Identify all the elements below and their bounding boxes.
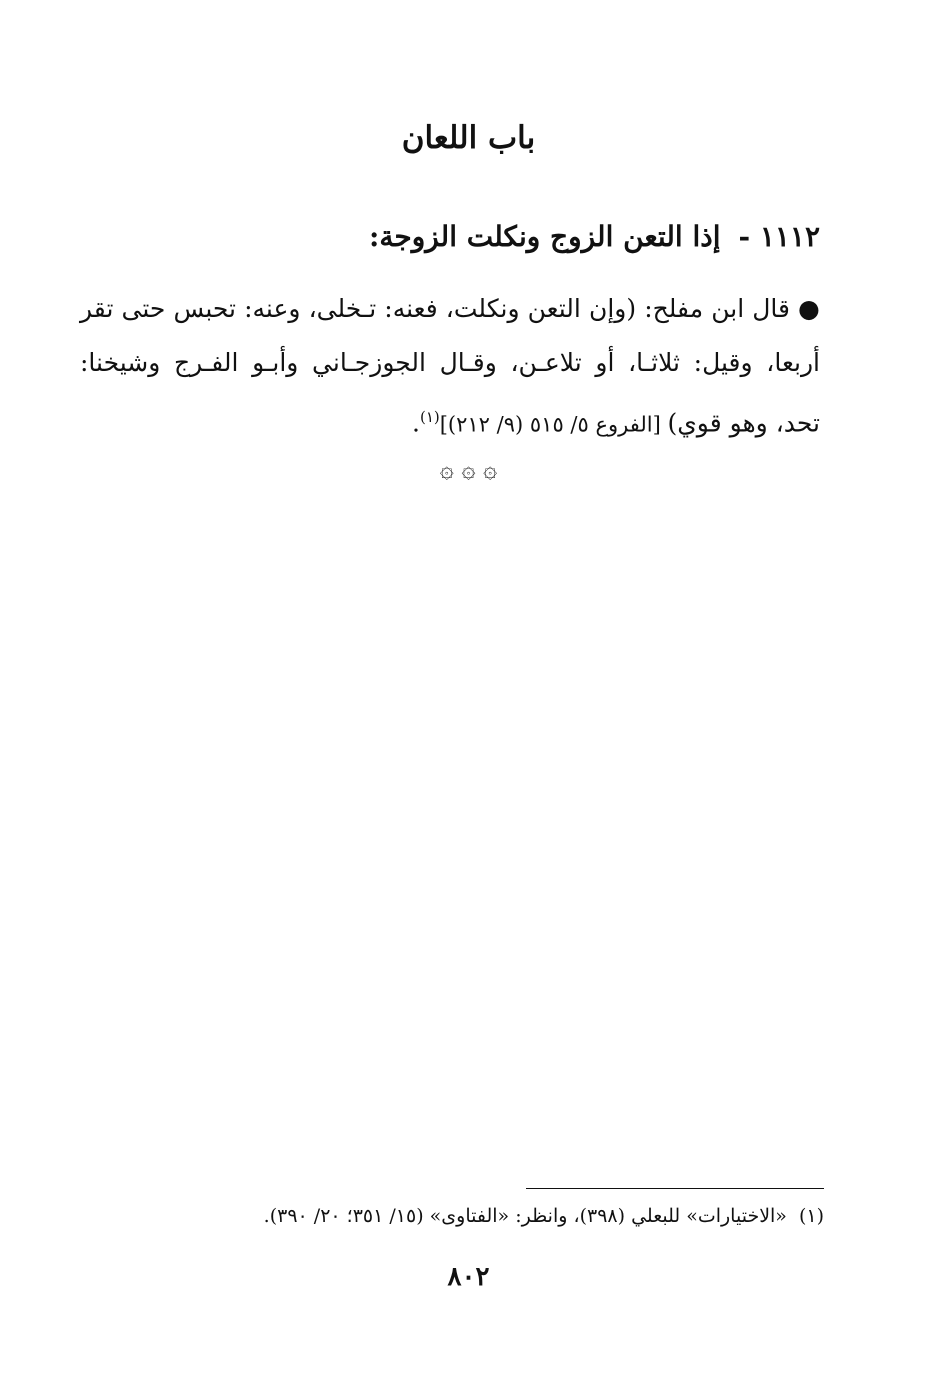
paragraph-end: . bbox=[412, 408, 420, 438]
section-divider-ornaments: ۞ ۞ ۞ bbox=[439, 455, 498, 483]
footnote-number: (١) bbox=[798, 1205, 824, 1227]
footnote-divider bbox=[526, 1188, 824, 1189]
footnote-marker: (١) bbox=[419, 408, 440, 426]
source-reference: [الفروع ٥/ ٥١٥ (٩/ ٢١٢)] bbox=[439, 412, 668, 437]
entry-number: ١١١٢ - bbox=[738, 220, 820, 253]
footnote bbox=[84, 1205, 824, 1227]
entry-heading bbox=[369, 220, 820, 253]
entry-title: إذا التعن الزوج ونكلت الزوجة: bbox=[369, 220, 721, 253]
page-number: ٨٠٢ bbox=[447, 1262, 490, 1292]
paragraph-text: قال ابن مفلح: (وإن التعن ونكلت، فعنه: تـخلى، وعنه: تحبس حتى تقر أربعا، وقيل: ثلاثـا، أو تلاعـن، وقـال الجوزجـاني وأبـو الفـرج وشيخنا: تحد، وهو قوي) bbox=[80, 294, 820, 438]
footnote-text: «الاختيارات» للبعلي (٣٩٨)، وانظر: «الفتاوى» (١٥/ ٣٥١؛ ٢٠/ ٣٩٠). bbox=[263, 1205, 787, 1227]
chapter-title: باب اللعان bbox=[401, 120, 536, 156]
entry-paragraph bbox=[80, 282, 820, 451]
bullet-icon: ● bbox=[798, 294, 820, 323]
